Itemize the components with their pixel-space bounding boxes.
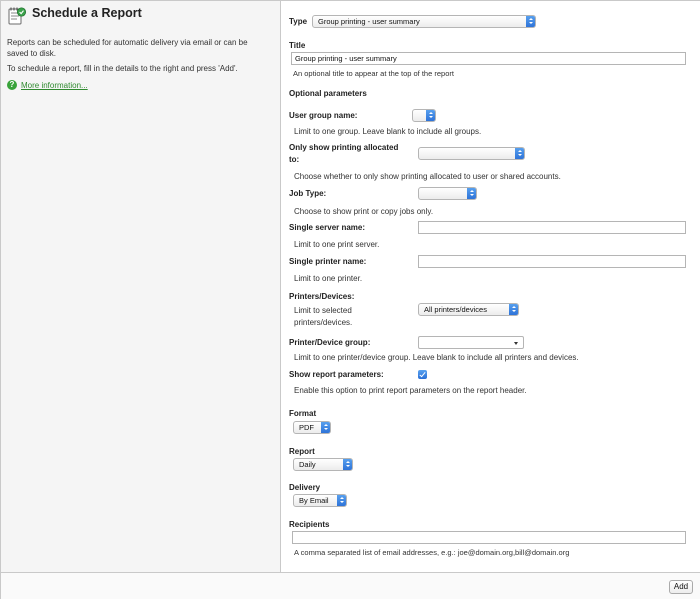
device-group-hint: Limit to one printer/device group. Leave blank to include all printers and devices. — [294, 353, 579, 362]
format-label: Format — [289, 409, 317, 418]
page-title: Schedule a Report — [32, 6, 142, 20]
devices-hint-line2: printers/devices. — [294, 318, 353, 327]
schedule-report-icon — [7, 6, 27, 26]
chevron-updown-icon — [467, 187, 477, 200]
chevron-updown-icon — [515, 147, 525, 160]
sidebar — [1, 1, 281, 572]
device-group-select[interactable] — [418, 336, 524, 349]
user-group-label: User group name: — [289, 111, 358, 120]
chevron-updown-icon — [343, 458, 353, 471]
allocated-label-line2: to: — [289, 155, 300, 164]
instructions-text: To schedule a report, fill in the details to the right and press 'Add'. — [7, 64, 238, 73]
more-info-link[interactable]: More information... — [21, 80, 88, 90]
footer-bar — [1, 572, 700, 599]
report-select[interactable] — [293, 458, 353, 471]
show-params-label: Show report parameters: — [289, 370, 384, 379]
user-group-hint: Limit to one group. Leave blank to include all groups. — [294, 127, 482, 136]
title-hint: An optional title to appear at the top of the report — [293, 69, 454, 78]
format-select-value: PDF — [299, 423, 314, 432]
server-hint: Limit to one print server. — [294, 240, 380, 249]
job-type-label: Job Type: — [289, 189, 327, 198]
report-label: Report — [289, 447, 315, 456]
type-select-value: Group printing - user summary — [318, 17, 420, 26]
recipients-hint: A comma separated list of email addresses, e.g.: joe@domain.org,bill@domain.org — [294, 548, 570, 557]
devices-hint-line1: Limit to selected — [294, 306, 352, 315]
delivery-select-value: By Email — [299, 496, 329, 505]
show-params-checkbox[interactable] — [418, 370, 427, 379]
add-button[interactable]: Add — [669, 580, 693, 594]
chevron-updown-icon — [509, 303, 519, 316]
allocated-hint: Choose whether to only show printing allocated to user or shared accounts. — [294, 172, 561, 181]
devices-label: Printers/Devices: — [289, 292, 355, 301]
chevron-updown-icon — [321, 421, 331, 434]
chevron-updown-icon — [526, 15, 536, 28]
chevron-updown-icon — [337, 494, 347, 507]
printer-label: Single printer name: — [289, 257, 367, 266]
allocated-select[interactable] — [418, 147, 525, 160]
type-select[interactable] — [312, 15, 536, 28]
devices-select[interactable] — [418, 303, 519, 316]
delivery-label: Delivery — [289, 483, 321, 492]
more-info — [7, 80, 88, 90]
printer-hint: Limit to one printer. — [294, 274, 363, 283]
user-group-select[interactable] — [412, 109, 436, 122]
chevron-updown-icon — [426, 109, 436, 122]
report-select-value: Daily — [299, 460, 316, 469]
title-label: Title — [289, 41, 306, 50]
report-form — [282, 1, 700, 572]
server-label: Single server name: — [289, 223, 366, 232]
recipients-label: Recipients — [289, 520, 330, 529]
optional-parameters-heading: Optional parameters — [289, 89, 367, 98]
format-select[interactable] — [293, 421, 331, 434]
chevron-down-icon — [514, 342, 518, 345]
job-type-select[interactable] — [418, 187, 477, 200]
job-type-hint: Choose to show print or copy jobs only. — [294, 207, 434, 216]
title-input[interactable] — [291, 52, 686, 65]
device-group-label: Printer/Device group: — [289, 338, 371, 347]
description-text: Reports can be scheduled for automatic delivery via email or can be saved to disk. — [7, 38, 248, 58]
printer-input[interactable] — [418, 255, 686, 268]
type-label: Type — [289, 17, 308, 26]
delivery-select[interactable] — [293, 494, 347, 507]
allocated-label-line1: Only show printing allocated — [289, 143, 399, 152]
help-icon: ? — [7, 80, 17, 90]
recipients-input[interactable] — [292, 531, 686, 544]
devices-select-value: All printers/devices — [424, 305, 487, 314]
show-params-hint: Enable this option to print report parameters on the report header. — [294, 386, 527, 395]
server-input[interactable] — [418, 221, 686, 234]
